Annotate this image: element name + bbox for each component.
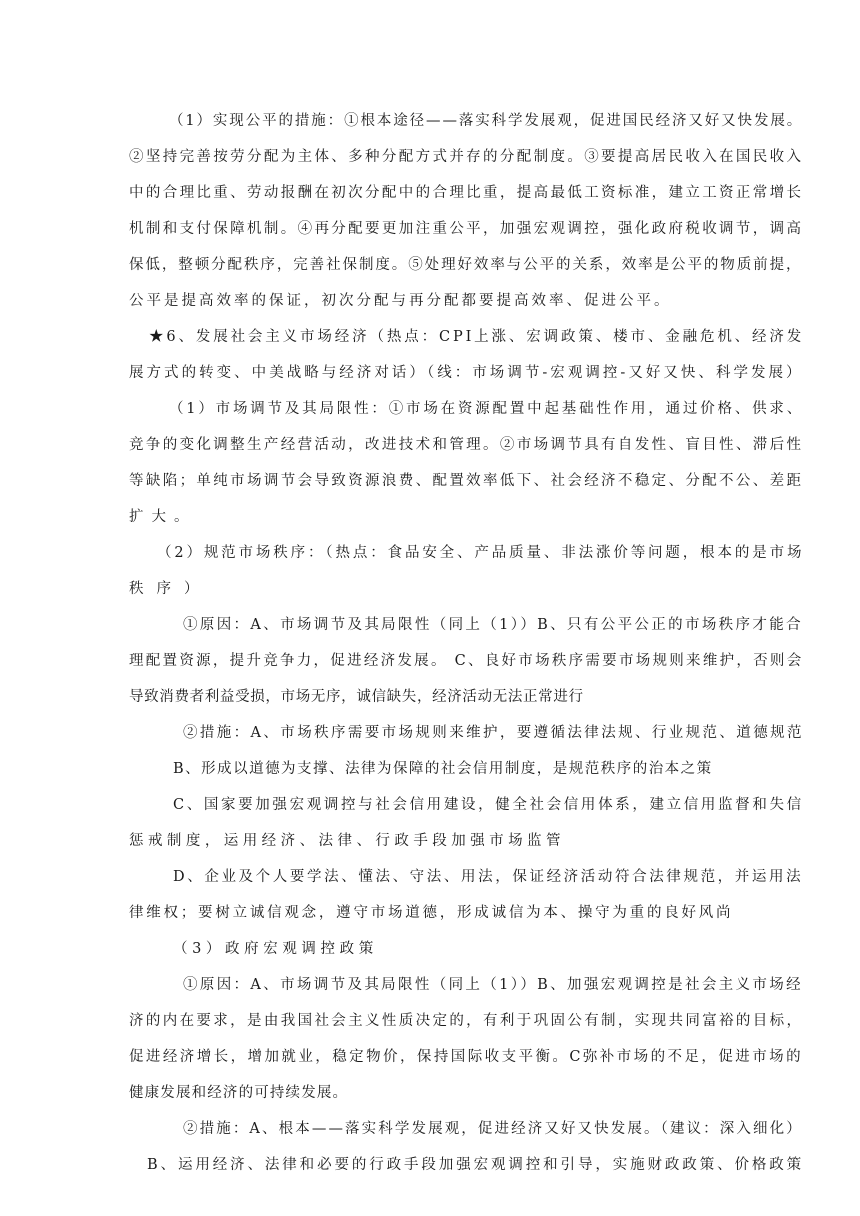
- text-line: 竞争的变化调整生产经营活动，改进技术和管理。②市场调节具有自发性、盲目性、滞后性: [129, 437, 804, 453]
- text-line: ②措施：A、根本——落实科学发展观，促进经济又好又快发展。（建议：深入细化）: [183, 1121, 803, 1137]
- text-line: 机制和支付保障机制。④再分配要更加注重公平，加强宏观调控，强化政府税收调节，调高: [129, 221, 804, 237]
- text-line: 促进经济增长，增加就业，稳定物价，保持国际收支平衡。C弥补市场的不足，促进市场的: [129, 1049, 804, 1065]
- text-line: 扩大。: [129, 509, 197, 525]
- text-line: 健康发展和经济的可持续发展。: [129, 1085, 349, 1101]
- text-line: （2）规范市场秩序：（热点：食品安全、产品质量、非法涨价等问题，根本的是市场: [157, 545, 805, 561]
- text-line: D、企业及个人要学法、懂法、守法、用法，保证经济活动符合法律规范，并运用法: [173, 869, 804, 885]
- text-line: 展方式的转变、中美战略与经济对话）（线：市场调节-宏观调控-又好又快、科学发展）: [129, 365, 804, 381]
- text-line: 中的合理比重、劳动报酬在初次分配中的合理比重，提高最低工资标准，建立工资正常增长: [129, 185, 804, 201]
- text-line: （1）市场调节及其局限性：①市场在资源配置中起基础性作用，通过价格、供求、: [169, 401, 805, 417]
- section-heading: ★6、发展社会主义市场经济（热点：CPI上涨、宏调政策、楼市、金融危机、经济发: [149, 329, 805, 345]
- text-line: 导致消费者利益受损，市场无序，诚信缺失，经济活动无法正常进行: [129, 689, 584, 705]
- text-line: B、运用经济、法律和必要的行政手段加强宏观调控和引导，实施财政政策、价格政策: [147, 1157, 805, 1173]
- text-line: ②措施：A、市场秩序需要市场规则来维护，要遵循法律法规、行业规范、道德规范: [183, 725, 804, 741]
- text-line: B、形成以道德为支撑、法律为保障的社会信用制度，是规范秩序的治本之策: [173, 761, 713, 777]
- text-line: ①原因：A、市场调节及其局限性（同上（1））B、只有公平公正的市场秩序才能合: [183, 617, 803, 633]
- text-line: ①原因：A、市场调节及其局限性（同上（1））B、加强宏观调控是社会主义市场经: [183, 977, 803, 993]
- text-line: 等缺陷；单纯市场调节会导致资源浪费、配置效率低下、社会经济不稳定、分配不公、差距: [129, 473, 804, 489]
- text-line: （1）实现公平的措施：①根本途径——落实科学发展观，促进国民经济又好又快发展。: [169, 113, 804, 129]
- text-line: 律维权；要树立诚信观念，遵守市场道德，形成诚信为本、操守为重的良好风尚: [129, 905, 734, 921]
- text-line: C、国家要加强宏观调控与社会信用建设，健全社会信用体系，建立信用监督和失信: [173, 797, 804, 813]
- text-line: 惩戒制度，运用经济、法律、行政手段加强市场监管: [129, 833, 565, 849]
- text-line: （3）政府宏观调控政策: [173, 941, 378, 957]
- text-line: 济的内在要求，是由我国社会主义性质决定的，有利于巩固公有制，实现共同富裕的目标，: [129, 1013, 804, 1029]
- text-line: 公平是提高效率的保证，初次分配与再分配都要提高效率、促进公平。: [129, 293, 672, 309]
- text-line: 理配置资源，提升竞争力，促进经济发展。 C、良好市场秩序需要市场规则来维护，否则会: [129, 653, 804, 669]
- text-line: 保低，整顿分配秩序，完善社保制度。⑤处理好效率与公平的关系，效率是公平的物质前提，: [129, 257, 803, 273]
- text-line: ②坚持完善按劳分配为主体、多种分配方式并存的分配制度。③要提高居民收入在国民收入: [129, 149, 804, 165]
- text-line: 秩序）: [129, 581, 212, 597]
